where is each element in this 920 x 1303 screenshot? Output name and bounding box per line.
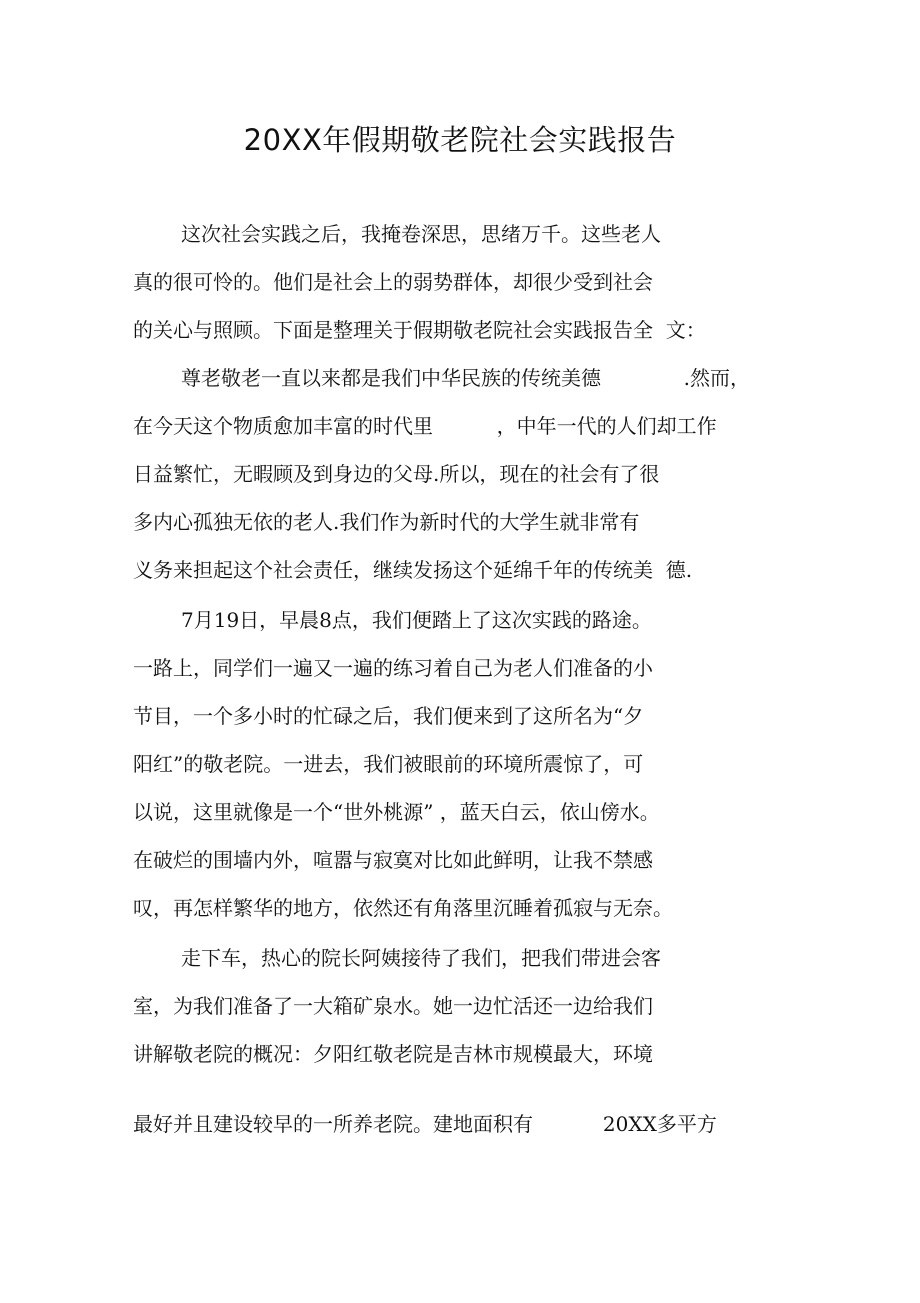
paragraph-line: 在破烂的围墙内外，喧嚣与寂寞对比如此鲜明，让我不禁感 <box>133 848 653 872</box>
paragraph-line: 叹，再怎样繁华的地方，依然还有角落里沉睡着孤寂与无奈。 <box>133 896 673 920</box>
paragraph-line: 走下车，热心的院长阿姨接待了我们，把我们带进会客 <box>181 946 661 970</box>
paragraph-line: 讲解敬老院的概况：夕阳红敬老院是吉林市规模最大，环境 <box>133 1042 653 1066</box>
paragraph-line: 以说，这里就像是一个“世外桃源” ，蓝天白云，依山傍水。 <box>133 800 660 824</box>
paragraph-line: 7月19日，早晨8点，我们便踏上了这次实践的路途。 <box>181 608 652 632</box>
paragraph-line: 日益繁忙，无暇顾及到身边的父母.所以，现在的社会有了很 <box>133 462 660 486</box>
paragraph-line: 尊老敬老一直以来都是我们中华民族的传统美德 .然而， <box>181 366 751 390</box>
paragraph-line: 最好并且建设较早的一所养老院。建地面积有 20XX多平方 <box>133 1112 717 1136</box>
paragraph-line: 真的很可怜的。他们是社会上的弱势群体，却很少受到社会 <box>133 270 653 294</box>
paragraph-line: 节目，一个多小时的忙碌之后，我们便来到了这所名为“夕 <box>133 704 644 728</box>
paragraph-line: 的关心与照顾。下面是整理关于假期敬老院社会实践报告全 文： <box>133 318 706 342</box>
paragraph-line: 室，为我们准备了一大箱矿泉水。她一边忙活还一边给我们 <box>133 994 653 1018</box>
document-title: 20XX年假期敬老院社会实践报告 <box>243 123 677 157</box>
paragraph-line: 在今天这个物质愈加丰富的时代里 ，中年一代的人们却工作 <box>133 414 717 438</box>
paragraph-line: 义务来担起这个社会责任，继续发扬这个延绵千年的传统美 德. <box>133 558 693 582</box>
paragraph-line: 多内心孤独无依的老人.我们作为新时代的大学生就非常有 <box>133 510 640 534</box>
paragraph-line: 阳红”的敬老院。一进去，我们被眼前的环境所震惊了，可 <box>133 752 644 776</box>
paragraph-line: 一路上，同学们一遍又一遍的练习着自己为老人们准备的小 <box>133 656 653 680</box>
paragraph-line: 这次社会实践之后，我掩卷深思，思绪万千。这些老人 <box>181 222 661 246</box>
